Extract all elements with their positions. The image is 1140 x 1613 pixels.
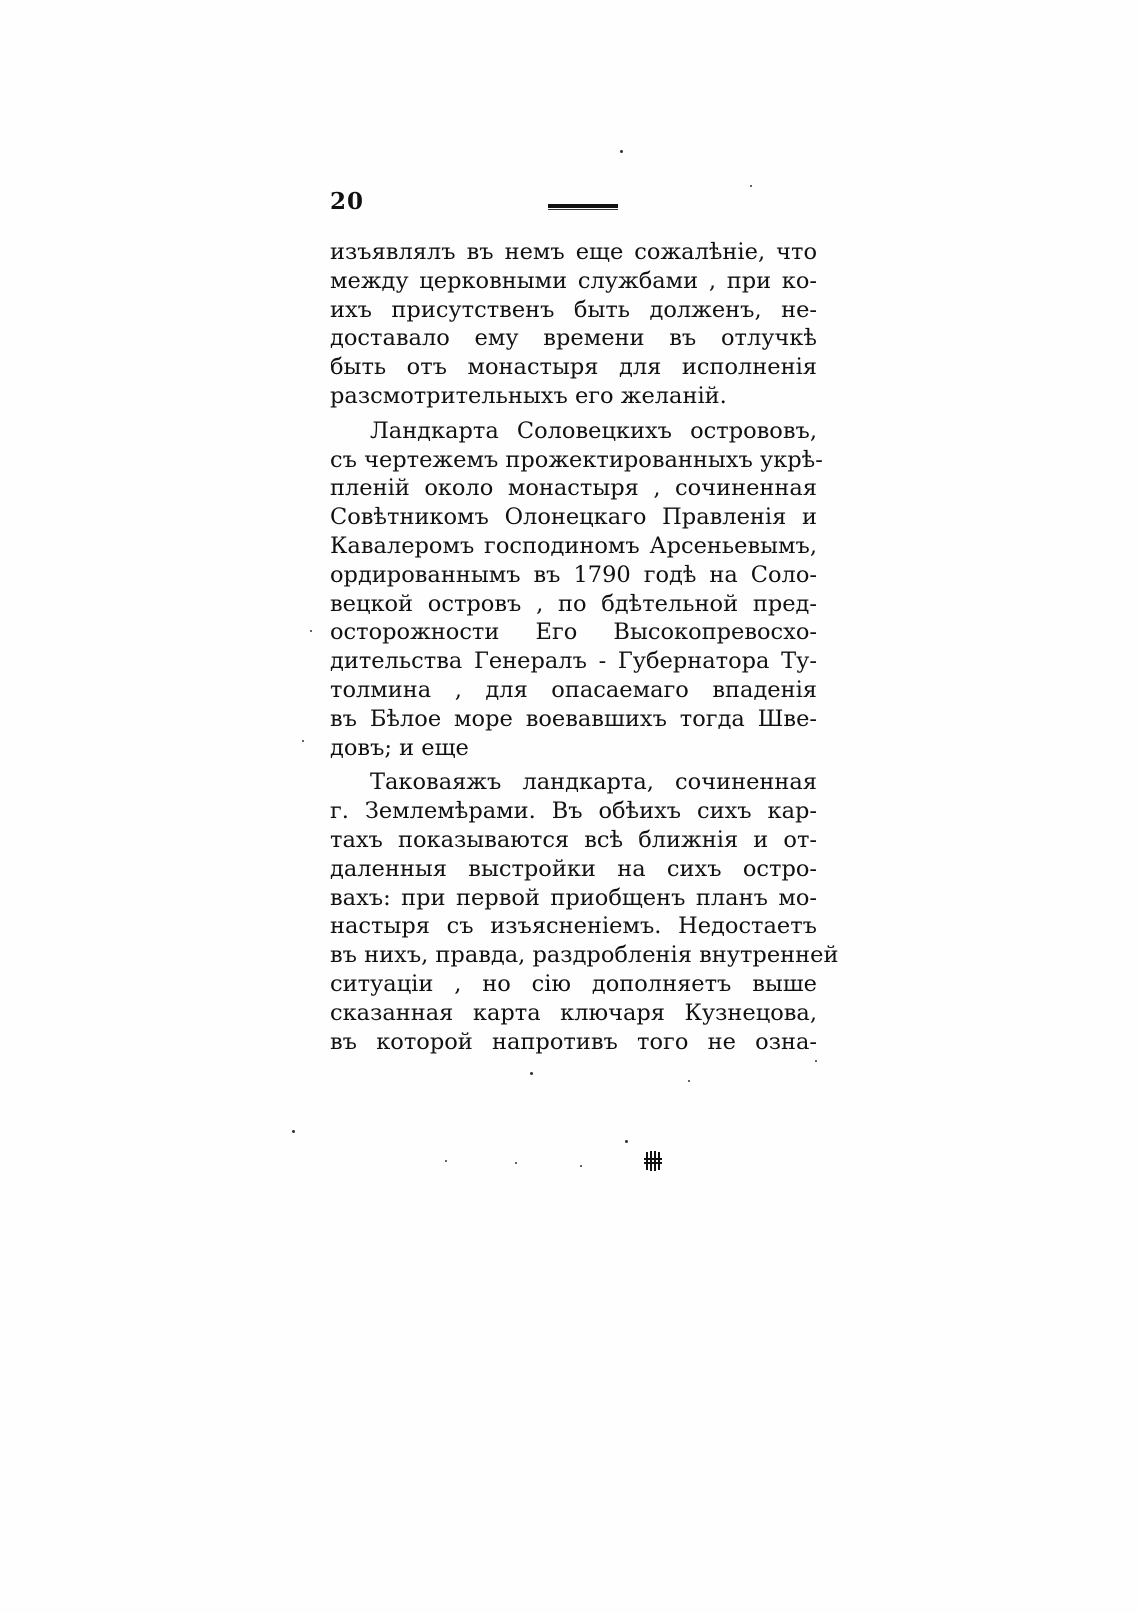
page-header	[330, 188, 820, 228]
text-line: ордированнымъ въ 1790 годѣ на Соло-	[330, 561, 817, 588]
text-line: г. Землемѣрами. Въ обѣихъ сихъ кар-	[330, 798, 817, 825]
scan-speck	[750, 185, 752, 187]
scan-speck	[580, 1165, 582, 1167]
scan-speck	[292, 1130, 295, 1133]
scan-speck	[530, 1072, 533, 1075]
text-line: осторожности Его Высокопревосхо-	[330, 619, 817, 646]
scan-speck	[620, 150, 623, 153]
scan-speck	[625, 1140, 628, 1143]
scan-speck	[515, 1162, 517, 1164]
text-line: вахъ: при первой приобщенъ планъ мо-	[330, 884, 817, 911]
page-number: 20	[330, 188, 365, 215]
text-line: тахъ показываются всѣ ближнія и от-	[330, 826, 817, 853]
paragraph-1	[330, 238, 817, 411]
header-rule-thick	[548, 204, 618, 208]
text-line: Ландкарта Соловецкихъ острововъ,	[370, 417, 817, 444]
text-line: доставало ему времени въ отлучкѣ	[330, 325, 817, 352]
scan-speck	[445, 1160, 447, 1162]
text-line: сказанная карта ключаря Кузнецова,	[330, 999, 817, 1026]
text-line: быть отъ монастыря для исполненія	[330, 354, 817, 381]
scan-speck	[815, 1060, 817, 1062]
text-line: въ которой напротивъ того не озна-	[330, 1028, 817, 1055]
text-line: настыря съ изъясненіемъ. Недостаетъ	[330, 913, 817, 940]
text-line: Таковаяжъ ландкарта, сочиненная	[370, 769, 817, 796]
text-line: Совѣтникомъ Олонецкаго Правленія и	[330, 504, 817, 531]
text-line: Кавалеромъ господиномъ Арсеньевымъ,	[330, 532, 817, 559]
scan-speck	[302, 740, 304, 742]
text-line: изъявлялъ въ немъ еще сожалѣніе, что	[330, 239, 817, 265]
text-line: вецкой островъ , по бдѣтельной пред-	[330, 590, 817, 617]
text-line: ихъ присутственъ быть долженъ, не-	[330, 296, 817, 323]
text-line: въ нихъ, правда, раздробленія внутренней	[330, 942, 839, 969]
paragraph-2	[330, 417, 823, 763]
scan-speck	[310, 630, 312, 632]
text-line: дительства Генералъ - Губернатора Ту-	[330, 648, 817, 675]
scan-speck	[688, 1080, 690, 1082]
text-line: въ Бѣлое море воевавшихъ тогда Шве-	[330, 705, 817, 732]
text-line: довъ; и еще	[330, 734, 469, 761]
text-line: даленныя выстройки на сихъ остро-	[330, 855, 817, 882]
paragraph-3	[330, 768, 839, 1056]
text-line: между церковными службами , при ко-	[330, 267, 817, 294]
text-line: толмина , для опасаемаго впаденія	[330, 676, 817, 703]
header-rule-thin	[548, 209, 618, 210]
text-line: ситуаціи , но сію дополняетъ выше	[330, 970, 817, 997]
ink-blot-icon	[640, 1148, 666, 1174]
text-line: съ чертежемъ прожектированныхъ укрѣ-	[330, 446, 823, 473]
header-rule-ornament	[548, 204, 618, 211]
text-line: пленій около монастыря , сочиненная	[330, 475, 817, 502]
text-line: разсмотрительныхъ его желаній.	[330, 382, 727, 409]
body-text	[330, 238, 839, 1056]
